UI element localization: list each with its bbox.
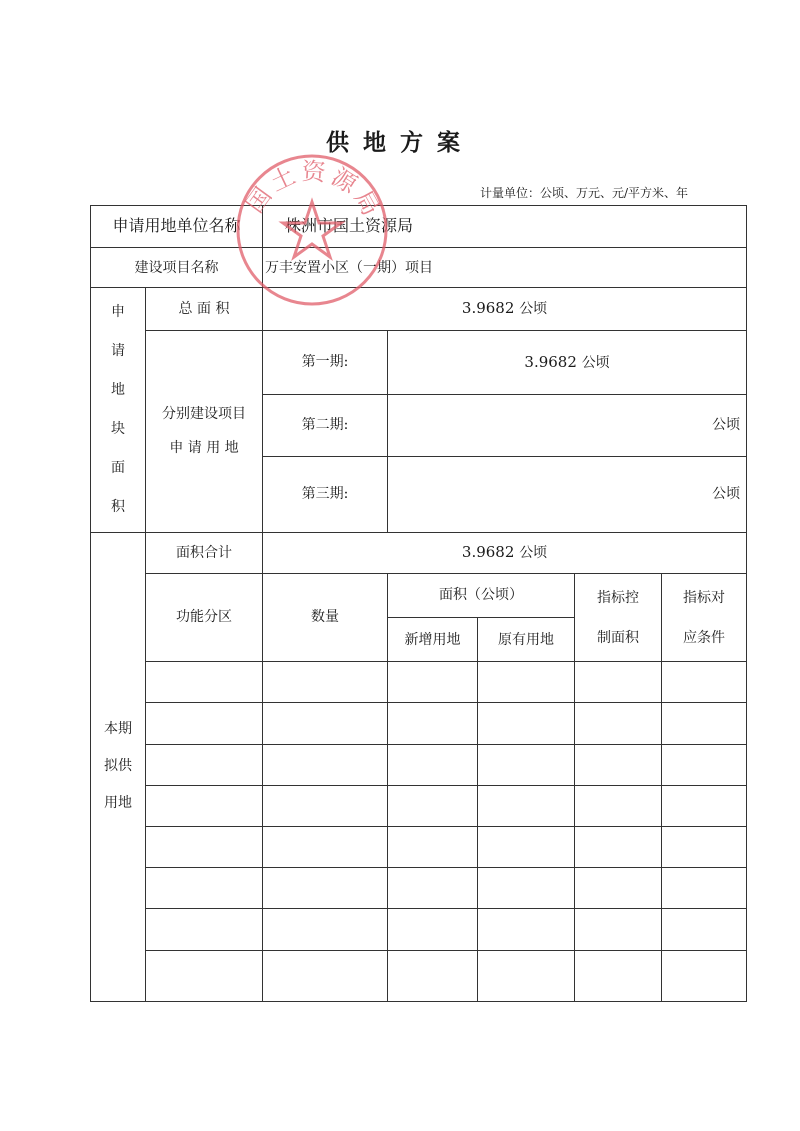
apply-area-side-label: 申 请 地 块 面 积 xyxy=(91,288,146,532)
applicant-label: 申请用地单位名称 xyxy=(91,206,263,248)
total-area-label: 总 面 积 xyxy=(146,288,263,330)
area-total-value: 3.9682 公顷 xyxy=(263,532,747,573)
col-area-group: 面积（公顷） xyxy=(388,573,575,617)
table-row xyxy=(91,909,747,950)
area-total-label: 面积合计 xyxy=(146,532,263,573)
land-supply-form xyxy=(90,205,747,1002)
phase-2-value: 公顷 xyxy=(388,394,747,456)
phase-1-label: 第一期: xyxy=(263,330,388,394)
table-row xyxy=(91,868,747,909)
phase-3-value: 公顷 xyxy=(388,457,747,532)
phase-3-label: 第三期: xyxy=(263,457,388,532)
table-row xyxy=(91,662,747,703)
table-row xyxy=(91,950,747,1001)
table-row xyxy=(91,827,747,868)
table-row xyxy=(91,785,747,826)
unit-note: 计量单位：公顷、万元、元/平方米、年 xyxy=(479,186,688,200)
supply-side-label: 本期 拟供 用地 xyxy=(91,532,146,1001)
col-control-area: 指标控 制面积 xyxy=(575,573,662,661)
col-existing-land: 原有用地 xyxy=(478,618,575,662)
seal-text: 国土资源局 xyxy=(240,157,387,224)
col-count: 数量 xyxy=(263,573,388,661)
col-new-land: 新增用地 xyxy=(388,618,478,662)
applicant-value: 株洲市国土资源局 xyxy=(263,206,747,248)
project-label: 建设项目名称 xyxy=(91,248,263,288)
table-row xyxy=(91,744,747,785)
phase-2-label: 第二期: xyxy=(263,394,388,456)
col-conditions: 指标对 应条件 xyxy=(662,573,747,661)
project-value: 万丰安置小区（一期）项目 xyxy=(263,248,747,288)
phase-1-value: 3.9682 公顷 xyxy=(388,330,747,394)
total-area-value: 3.9682 公顷 xyxy=(263,288,747,330)
table-row xyxy=(91,703,747,744)
col-zone: 功能分区 xyxy=(146,573,263,661)
phased-label: 分别建设项目 申 请 用 地 xyxy=(146,330,263,532)
document-title: 供地方案 xyxy=(326,129,474,156)
